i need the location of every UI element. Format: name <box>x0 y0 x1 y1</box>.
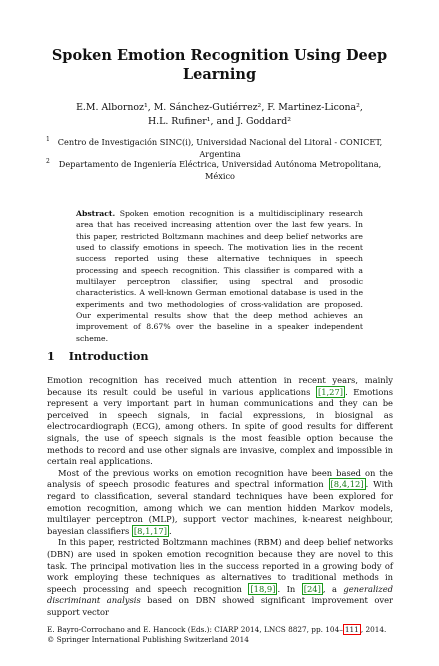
author-list <box>0 101 439 128</box>
page-range-link[interactable]: 111 <box>344 625 359 634</box>
text-run: Emotion recognition has received much attention in recent years, mainly because its result could be useful in various applications <box>47 375 393 397</box>
affiliation-1 <box>46 137 394 160</box>
abstract <box>76 208 363 344</box>
copyright: © Springer International Publishing Switzerland 2014 <box>47 635 249 644</box>
text-run: . With regard to classification, several standard techniques have been explored for emotion recognition, among which we can mention hidden Markov models, multilayer perceptron (MLP), support vector machines, k-nearest neighbour, bayesian classifiers <box>47 479 393 536</box>
paragraph <box>47 468 393 538</box>
affiliation-line: Departamento de Ingeniería Eléctrica, Universidad Autónoma Metropolitana, <box>58 159 382 169</box>
affiliation-line: Argentina <box>199 148 241 159</box>
text-run: E. Bayro-Corrochano and E. Hancock (Eds.): CIARP 2014, LNCS 8827, pp. 104– <box>47 625 343 634</box>
text-run: Most of the previous works on emotion recognition have been based on the analysis of speech prosodic features and spectral information <box>47 467 393 490</box>
citation-link[interactable]: [24] <box>303 583 321 594</box>
text-run: In this paper, restricted Boltzmann machines (RBM) and deep belief networks (DBN) are used in spoken emotion recognition because they are novel to this task. The principal motivation lies in the success reported in a growing body of work employing these techniques as alternatives to traditional methods in speech processing and speech recognition <box>47 537 393 594</box>
title-line: Learning <box>182 66 257 83</box>
affiliation-line: México <box>205 170 235 181</box>
section-heading <box>47 349 148 363</box>
affiliation-line: Centro de Investigación SINC(i), Universidad Nacional del Litoral - CONICET, <box>57 137 383 147</box>
abstract-text: Spoken emotion recognition is a multidisciplinary research area that has received increasing attention over the last few years. In this paper, restricted Boltzmann machines and deep belief networks are used to classify emotions in speech. The motivation lies in the recent success reported using these alternative techniques in speech processing and speech recognition. This classifier is compared with a multilayer perceptron classifier, using spectral and prosodic characteristics. A well-known German emotional database is used in the experiments and two methodologies of cross-validation are proposed. Our experimental results show that the deep method achieves an improvement of 8.67% over the baseline in a speaker independent scheme. <box>76 209 363 343</box>
affiliation-2 <box>46 159 394 182</box>
citation-link[interactable]: [8,4,12] <box>330 479 364 490</box>
section-title: Introduction <box>68 349 149 363</box>
body-text <box>47 375 393 618</box>
text-run: , a <box>322 583 344 594</box>
text-run: . <box>168 525 172 536</box>
citation-link[interactable]: [8,1,17] <box>133 525 167 536</box>
text-run: . In <box>277 583 302 594</box>
paper-title <box>0 46 439 84</box>
authors-line: E.M. Albornoz¹, M. Sánchez-Gutiérrez², F. Martinez-Licona², <box>76 102 363 113</box>
emphasis: generalized discriminant analysis <box>47 583 393 606</box>
text-run: . Emotions represent a very important part in human communications and they can be perceived in speech signals, in facial expressions, in biosignal as electrocardiograph (ECG), among others. In spite of good results for different signals, the use of speech signals is the most feasible option because the methods to record and use other signals are invasive, complex and impossible in certain real applications. <box>47 386 394 467</box>
authors-line: H.L. Rufiner¹, and J. Goddard² <box>147 115 292 127</box>
section-number: 1 <box>47 349 55 363</box>
abstract-label: Abstract. <box>76 209 116 218</box>
footer-citation <box>47 625 393 635</box>
affiliation-number: 2 <box>46 158 50 165</box>
footer <box>47 625 393 645</box>
citation-link[interactable]: [1,27] <box>317 386 344 397</box>
text-run: based on DBN showed significant improvement over support vector <box>47 595 393 617</box>
affiliation-number: 1 <box>46 136 50 143</box>
paragraph <box>47 375 393 468</box>
citation-link[interactable]: [18,9] <box>250 583 276 594</box>
text-run: , 2014. <box>360 625 387 634</box>
title-line: Spoken Emotion Recognition Using Deep <box>51 47 388 64</box>
paragraph <box>47 537 393 618</box>
